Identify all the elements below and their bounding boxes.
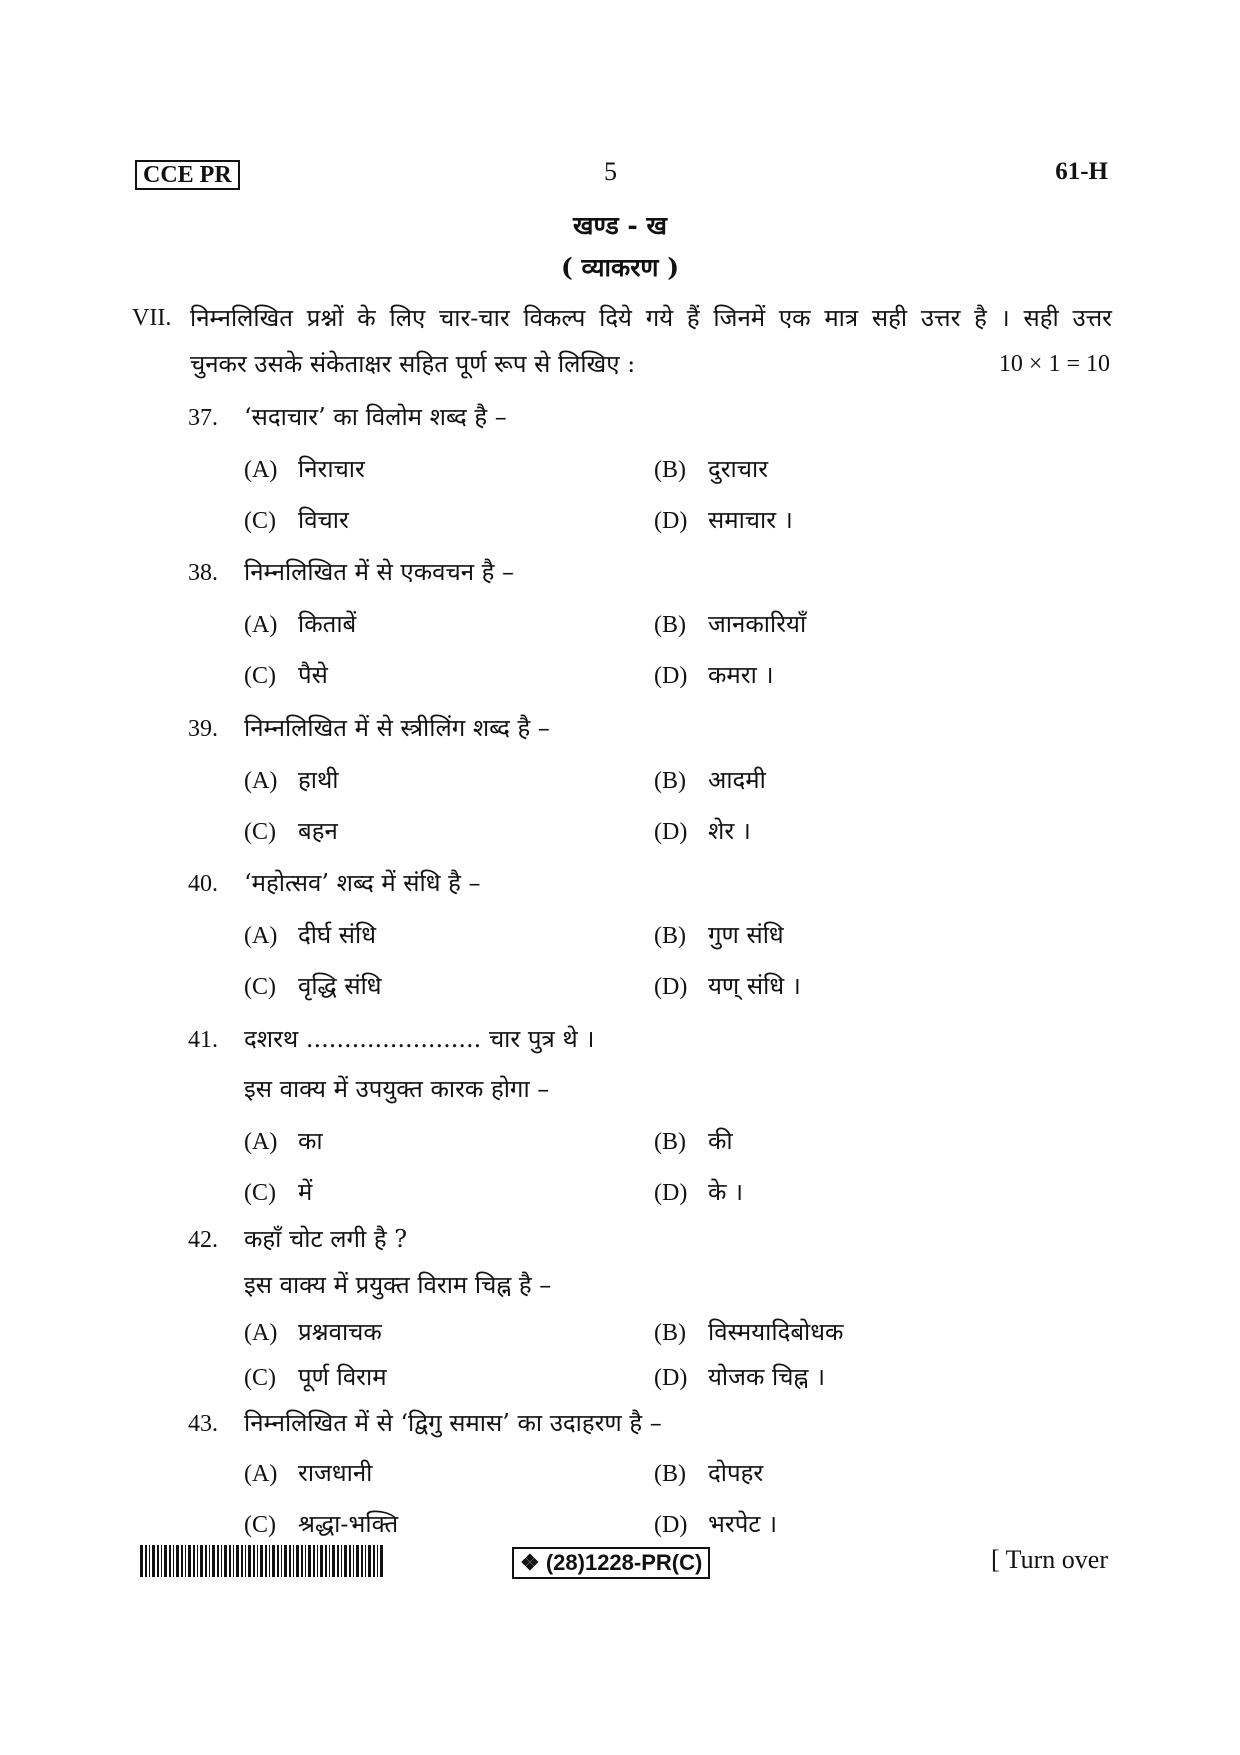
question-42: [188, 1222, 407, 1255]
option-text: निराचार: [298, 455, 365, 483]
option-text: की: [708, 1127, 733, 1155]
question-number: 37.: [188, 405, 218, 431]
option-letter: (B): [654, 768, 686, 794]
option-41-a: [244, 1124, 323, 1157]
option-text: पूर्ण विराम: [298, 1363, 387, 1391]
option-text: विस्मयादिबोधक: [708, 1318, 844, 1346]
instruction-number: VII.: [132, 305, 172, 331]
question-number: 43.: [188, 1411, 218, 1437]
option-41-b: [654, 1124, 733, 1157]
option-letter: (A): [244, 923, 278, 949]
option-letter: (A): [244, 1461, 278, 1487]
paper-id: ❖ (28)1228-PR(C): [512, 1547, 710, 1579]
question-39: [188, 711, 550, 744]
option-text: शेर ।: [708, 817, 751, 845]
option-41-c: [244, 1175, 312, 1208]
option-37-b: [654, 452, 768, 485]
option-text: के ।: [708, 1178, 744, 1206]
option-text: गुण संधि: [708, 921, 784, 949]
question-text: ‘सदाचार’ का विलोम शब्द है –: [244, 403, 507, 431]
option-letter: (D): [654, 974, 688, 1000]
option-letter: (C): [244, 819, 276, 845]
question-number: 38.: [188, 560, 218, 586]
option-letter: (A): [244, 457, 278, 483]
option-37-d: [654, 503, 793, 536]
option-text: किताबें: [298, 610, 357, 638]
option-letter: (A): [244, 612, 278, 638]
option-text: समाचार ।: [708, 506, 793, 534]
option-letter: (B): [654, 1320, 686, 1346]
option-43-a: [244, 1456, 372, 1489]
option-letter: (B): [654, 923, 686, 949]
question-41-subtext: इस वाक्य में उपयुक्त कारक होगा –: [244, 1075, 550, 1103]
option-text: वृद्धि संधि: [298, 972, 382, 1000]
option-text: दीर्घ संधि: [298, 921, 376, 949]
section-title: खण्ड - ख: [573, 211, 667, 240]
option-text: कमरा ।: [708, 661, 774, 689]
option-letter: (C): [244, 1512, 276, 1538]
option-39-a: [244, 763, 339, 796]
series-label: CCE PR: [135, 160, 240, 190]
option-40-b: [654, 918, 784, 951]
option-text: आदमी: [708, 766, 766, 794]
option-letter: (C): [244, 1365, 276, 1391]
option-text: यण् संधि ।: [708, 972, 801, 1000]
option-text: दुराचार: [708, 455, 769, 483]
option-letter: (D): [654, 1512, 688, 1538]
option-letter: (C): [244, 1180, 276, 1206]
question-text: निम्नलिखित में से ‘द्विगु समास’ का उदाहरण है –: [244, 1409, 662, 1437]
question-43: [188, 1406, 662, 1439]
turn-over-label: [ Turn over: [990, 1545, 1108, 1574]
option-text: दोपहर: [708, 1459, 764, 1487]
question-38: [188, 555, 514, 588]
option-text: का: [298, 1127, 323, 1155]
paper-code: 61-H: [1055, 158, 1108, 185]
question-42-subtext: इस वाक्य में प्रयुक्त विराम चिह्न है –: [244, 1271, 552, 1299]
option-41-d: [654, 1175, 743, 1208]
option-text: भरपेट ।: [708, 1510, 778, 1538]
option-letter: (A): [244, 768, 278, 794]
question-text: ‘महोत्सव’ शब्द में संधि है –: [244, 869, 481, 897]
option-38-b: [654, 607, 806, 640]
question-number: 40.: [188, 871, 218, 897]
option-43-d: [654, 1507, 777, 1540]
option-40-d: [654, 969, 801, 1002]
question-text: निम्नलिखित में से स्त्रीलिंग शब्द है –: [244, 714, 550, 742]
option-letter: (D): [654, 508, 688, 534]
option-text: श्रद्धा-भक्ति: [298, 1510, 399, 1538]
page-number: 5: [604, 157, 617, 186]
question-text: निम्नलिखित में से एकवचन है –: [244, 558, 515, 586]
option-text: योजक चिह्न ।: [708, 1363, 826, 1391]
option-39-c: [244, 814, 338, 847]
option-43-c: [244, 1507, 398, 1540]
instruction-line-2: चुनकर उसके संकेताक्षर सहित पूर्ण रूप से लिखिए :: [190, 350, 636, 378]
question-40: [188, 866, 481, 899]
option-letter: (B): [654, 1461, 686, 1487]
option-letter: (B): [654, 612, 686, 638]
option-38-a: [244, 607, 356, 640]
option-text: राजधानी: [298, 1459, 373, 1487]
option-text: जानकारियाँ: [708, 610, 807, 638]
option-letter: (D): [654, 1180, 688, 1206]
option-letter: (C): [244, 508, 276, 534]
option-42-b: [654, 1315, 843, 1348]
option-42-a: [244, 1315, 382, 1348]
option-40-c: [244, 969, 382, 1002]
option-letter: (D): [654, 819, 688, 845]
section-subtitle: ( व्याकरण ): [560, 253, 680, 282]
option-38-c: [244, 658, 328, 691]
option-text: पैसे: [298, 661, 328, 689]
option-43-b: [654, 1456, 763, 1489]
option-39-b: [654, 763, 766, 796]
barcode-image: [140, 1545, 384, 1577]
option-text: हाथी: [298, 766, 339, 794]
question-text: कहाँ चोट लगी है ?: [244, 1225, 408, 1253]
option-40-a: [244, 918, 376, 951]
option-text: प्रश्नवाचक: [298, 1318, 382, 1346]
marks-scheme: 10 × 1 = 10: [998, 351, 1110, 377]
option-letter: (B): [654, 457, 686, 483]
option-38-d: [654, 658, 774, 691]
question-number: 39.: [188, 716, 218, 742]
question-text: दशरथ ....................... चार पुत्र थे ।: [244, 1025, 595, 1053]
option-42-c: [244, 1360, 387, 1393]
question-41: [188, 1022, 594, 1055]
option-text: बहन: [298, 817, 338, 845]
question-37: [188, 400, 507, 433]
option-37-a: [244, 452, 365, 485]
instruction-line-1: निम्नलिखित प्रश्नों के लिए चार-चार विकल्प दिये गये हैं जिनमें एक मात्र सही उत्तर है । सही उत्तर: [190, 304, 1112, 332]
option-letter: (C): [244, 974, 276, 1000]
option-42-d: [654, 1360, 825, 1393]
option-37-c: [244, 503, 349, 536]
option-text: में: [298, 1178, 313, 1206]
option-letter: (C): [244, 663, 276, 689]
option-letter: (D): [654, 1365, 688, 1391]
option-text: विचार: [298, 506, 349, 534]
option-letter: (D): [654, 663, 688, 689]
option-39-d: [654, 814, 751, 847]
question-number: 41.: [188, 1027, 218, 1053]
question-number: 42.: [188, 1227, 218, 1253]
option-letter: (B): [654, 1129, 686, 1155]
option-letter: (A): [244, 1320, 278, 1346]
option-letter: (A): [244, 1129, 278, 1155]
